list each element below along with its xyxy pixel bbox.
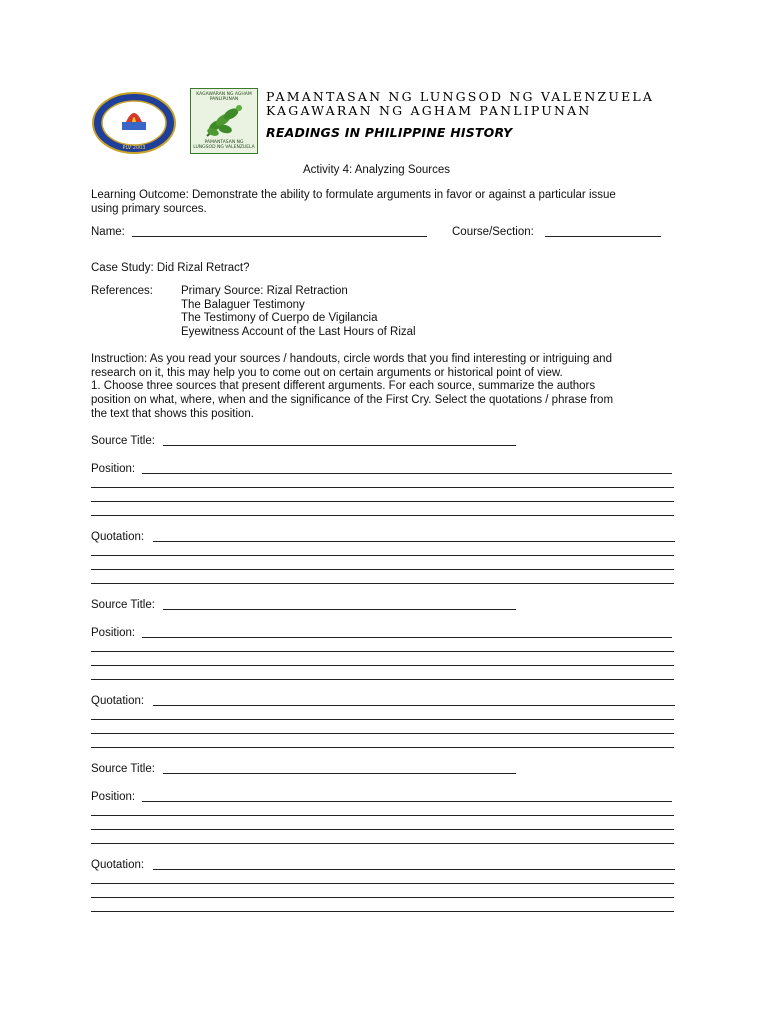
source-title-label: Source Title: xyxy=(91,599,155,611)
learning-outcome-line-1: Learning Outcome: Demonstrate the ability to formulate arguments in favor or against a particular issue xyxy=(91,189,616,201)
position-field[interactable] xyxy=(142,637,672,638)
source-title-field[interactable] xyxy=(163,773,516,774)
instruction-line: the text that shows this position. xyxy=(91,408,255,420)
reference-item: The Testimony of Cuerpo de Vigilancia xyxy=(181,312,378,324)
writing-line[interactable] xyxy=(91,747,674,748)
position-field[interactable] xyxy=(142,801,672,802)
university-seal-logo xyxy=(92,92,176,154)
quotation-label: Quotation: xyxy=(91,695,145,707)
position-label: Position: xyxy=(91,627,136,639)
writing-line[interactable] xyxy=(91,651,674,652)
writing-line[interactable] xyxy=(91,733,674,734)
writing-line[interactable] xyxy=(91,843,674,844)
writing-line[interactable] xyxy=(91,501,674,502)
quotation-label: Quotation: xyxy=(91,531,145,543)
writing-line[interactable] xyxy=(91,569,674,570)
writing-line[interactable] xyxy=(91,487,674,488)
writing-line[interactable] xyxy=(91,555,674,556)
name-label: Name: xyxy=(91,226,125,238)
source-title-field[interactable] xyxy=(163,609,516,610)
case-study: Case Study: Did Rizal Retract? xyxy=(91,262,250,274)
quotation-field[interactable] xyxy=(153,705,675,706)
course-section-field[interactable] xyxy=(545,236,661,237)
department-logo xyxy=(190,88,258,154)
source-title-label: Source Title: xyxy=(91,435,155,447)
reference-item: The Balaguer Testimony xyxy=(181,299,305,311)
writing-line[interactable] xyxy=(91,583,674,584)
references-label: References: xyxy=(91,285,154,297)
quotation-field[interactable] xyxy=(153,869,675,870)
writing-line[interactable] xyxy=(91,911,674,912)
department-name: KAGAWARAN NG AGHAM PANLIPUNAN xyxy=(266,103,592,118)
course-title: READINGS IN PHILIPPINE HISTORY xyxy=(266,125,513,140)
instruction-line: research on it, this may help you to come out on certain arguments or historical point of view. xyxy=(91,367,563,379)
writing-line[interactable] xyxy=(91,829,674,830)
activity-title: Activity 4: Analyzing Sources xyxy=(303,164,451,176)
position-label: Position: xyxy=(91,463,136,475)
writing-line[interactable] xyxy=(91,719,674,720)
writing-line[interactable] xyxy=(91,883,674,884)
writing-line[interactable] xyxy=(91,679,674,680)
name-field[interactable] xyxy=(132,236,427,237)
laurel-leaf-icon xyxy=(201,102,247,140)
university-name: PAMANTASAN NG LUNGSOD NG VALENZUELA xyxy=(266,89,655,104)
course-section-label: Course/Section: xyxy=(452,226,534,238)
department-logo-bottom-text: PAMANTASAN NG LUNGSOD NG VALENZUELA xyxy=(193,140,255,150)
quotation-field[interactable] xyxy=(153,541,675,542)
department-logo-top-text: KAGAWARAN NG AGHAM PANLIPUNAN xyxy=(196,92,252,102)
reference-item: Eyewitness Account of the Last Hours of Rizal xyxy=(181,326,416,338)
writing-line[interactable] xyxy=(91,897,674,898)
writing-line[interactable] xyxy=(91,665,674,666)
instruction-line: position on what, where, when and the significance of the First Cry. Select the quotations / phrase from xyxy=(91,394,614,406)
learning-outcome-line-2: using primary sources. xyxy=(91,203,207,215)
writing-line[interactable] xyxy=(91,515,674,516)
position-field[interactable] xyxy=(142,473,672,474)
instruction-line: Instruction: As you read your sources / handouts, circle words that you find interesting or intriguing and xyxy=(91,353,612,365)
reference-item: Primary Source: Rizal Retraction xyxy=(181,285,348,297)
quotation-label: Quotation: xyxy=(91,859,145,871)
writing-line[interactable] xyxy=(91,815,674,816)
source-title-label: Source Title: xyxy=(91,763,155,775)
seal-caption: PLV 2003 xyxy=(122,145,146,151)
position-label: Position: xyxy=(91,791,136,803)
instruction-line: 1. Choose three sources that present different arguments. For each source, summarize the authors xyxy=(91,380,596,392)
source-title-field[interactable] xyxy=(163,445,516,446)
